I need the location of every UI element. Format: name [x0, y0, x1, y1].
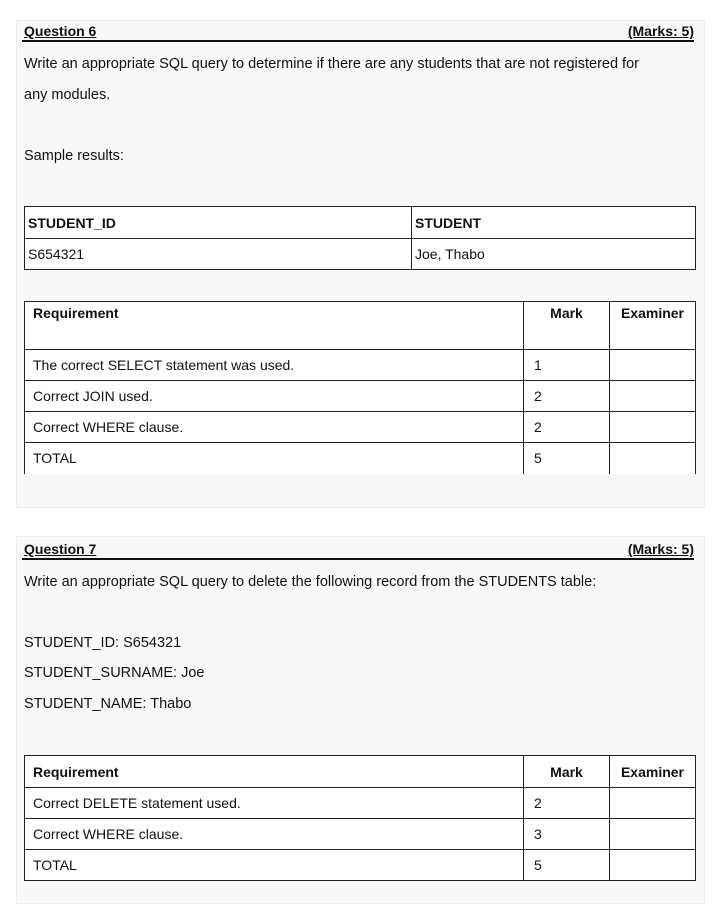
- rubric-header-examiner: Examiner: [610, 756, 696, 788]
- rubric-mark: 1: [524, 350, 610, 381]
- sample-results-label: Sample results:: [24, 148, 124, 164]
- rubric-total-mark: 5: [524, 443, 610, 474]
- question-7-header: [22, 540, 694, 560]
- rubric-examiner: [610, 788, 696, 819]
- table-row: [25, 412, 696, 443]
- table-row: [25, 381, 696, 412]
- rubric-header-requirement: Requirement: [25, 756, 524, 788]
- question-6-prompt-line1: Write an appropriate SQL query to determine if there are any students that are not registered for: [24, 56, 639, 72]
- table-row: [25, 302, 696, 350]
- rubric-examiner: [610, 350, 696, 381]
- table-row: [25, 819, 696, 850]
- question-7-number: Question 7: [24, 541, 97, 557]
- rubric-total-examiner: [610, 850, 696, 881]
- table-row: [25, 756, 696, 788]
- rubric-examiner: [610, 412, 696, 443]
- rubric-header-examiner: Examiner: [610, 302, 696, 350]
- rubric-requirement: Correct JOIN used.: [25, 381, 524, 412]
- table-row: [25, 788, 696, 819]
- sample-results-table: [24, 206, 696, 270]
- sample-cell-student: Joe, Thabo: [412, 239, 696, 270]
- sample-header-student-id: STUDENT_ID: [25, 207, 412, 239]
- question-6-rubric-table: [24, 301, 696, 474]
- field-student-id: STUDENT_ID: S654321: [24, 635, 182, 651]
- question-7-rubric-table: [24, 755, 696, 881]
- rubric-mark: 2: [524, 381, 610, 412]
- rubric-total-mark: 5: [524, 850, 610, 881]
- rubric-mark: 2: [524, 788, 610, 819]
- rubric-total-examiner: [610, 443, 696, 474]
- question-6-header: [22, 22, 694, 42]
- field-student-surname: STUDENT_SURNAME: Joe: [24, 665, 205, 681]
- rubric-examiner: [610, 381, 696, 412]
- sample-header-student: STUDENT: [412, 207, 696, 239]
- table-row: [25, 850, 696, 881]
- question-6-marks: (Marks: 5): [627, 23, 694, 39]
- field-student-name: STUDENT_NAME: Thabo: [24, 696, 192, 712]
- rubric-requirement: Correct WHERE clause.: [25, 412, 524, 443]
- table-row: [25, 350, 696, 381]
- rubric-requirement: The correct SELECT statement was used.: [25, 350, 524, 381]
- rubric-mark: 2: [524, 412, 610, 443]
- rubric-header-mark: Mark: [524, 302, 610, 350]
- rubric-examiner: [610, 819, 696, 850]
- rubric-header-mark: Mark: [524, 756, 610, 788]
- rubric-requirement: Correct WHERE clause.: [25, 819, 524, 850]
- rubric-mark: 3: [524, 819, 610, 850]
- question-7-marks: (Marks: 5): [627, 541, 694, 557]
- rubric-total-label: TOTAL: [25, 443, 524, 474]
- question-7-prompt: Write an appropriate SQL query to delete the following record from the STUDENTS table:: [24, 574, 597, 590]
- question-6-prompt-line2: any modules.: [24, 87, 111, 103]
- table-row: [25, 207, 696, 239]
- question-6-number: Question 6: [24, 23, 97, 39]
- table-row: [25, 443, 696, 474]
- rubric-requirement: Correct DELETE statement used.: [25, 788, 524, 819]
- table-row: [25, 239, 696, 270]
- rubric-total-label: TOTAL: [25, 850, 524, 881]
- sample-cell-student-id: S654321: [25, 239, 412, 270]
- rubric-header-requirement: Requirement: [25, 302, 524, 350]
